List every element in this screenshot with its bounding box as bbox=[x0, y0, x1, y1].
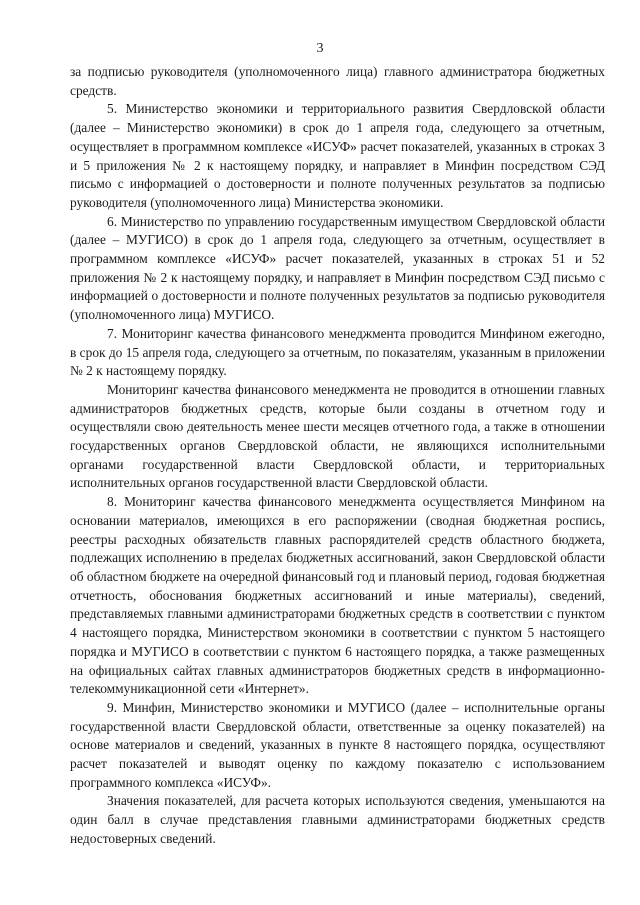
paragraph-item-9: 9. Минфин, Министерство экономики и МУГИСО (далее – исполнительные органы государственной власти Свердловской области, ответственные за оценку показателей) на основе материалов и сведений, указанных в пункте 8 настоящего порядка, осуществляют расчет показателей и выводят оценку по каждому показателю с использованием программного комплекса «ИСУФ». bbox=[70, 699, 605, 790]
paragraph-penalty: Значения показателей, для расчета которых используются сведения, уменьшаются на один балл в случае представления главными администраторами бюджетных средств недостоверных сведений. bbox=[70, 793, 605, 846]
paragraph-continuation: за подписью руководителя (уполномоченного лица) главного администратора бюджетных средств. bbox=[70, 64, 605, 98]
document-body bbox=[70, 63, 605, 849]
page-number: 3 bbox=[316, 41, 324, 56]
paragraph-item-7: 7. Мониторинг качества финансового менеджмента проводится Минфином ежегодно, в срок до 15 апреля года, следующего за отчетным, по показателям, указанным в приложении № 2 к настоящему порядку. bbox=[70, 325, 605, 379]
paragraph-exemptions: Мониторинг качества финансового менеджмента не проводится в отношении главных администраторов бюджетных средств, которые были созданы в отчетном году и осуществляли свою деятельность менее шести месяцев отчетного года, а также в отношении государственных органов Свердловской области, не являющихся исполнительными органами государственной власти Свердловской области, и территориальных исполнительных органов государственной власти Свердловской области. bbox=[70, 381, 605, 491]
paragraph-item-8: 8. Мониторинг качества финансового менеджмента осуществляется Минфином на основании материалов, имеющихся в его распоряжении (сводная бюджетная роспись, реестры расходных обязательств главных распорядителей средств областного бюджета, подлежащих исполнению в пределах бюджетных ассигнований, закон Свердловской области об областном бюджете на очередной финансовый год и плановый период, годовая бюджетная отчетность, обоснования бюджетных ассигнований и иные материалы), сведений, представляемых главными администраторами бюджетных средств в соответствии с пунктом 4 настоящего порядка, Министерством экономики в соответствии с пунктом 5 настоящего порядка и МУГИСО в соответствии с пунктом 6 настоящего порядка, а также размещенных на официальных сайтах главных администраторов бюджетных средств в информационно-телекоммуникационной сети «Интернет». bbox=[70, 494, 605, 697]
paragraph-item-5: 5. Министерство экономики и территориального развития Свердловской области (далее – Министерство экономики) в срок до 1 апреля года, следующего за отчетным, осуществляет в программном комплексе «ИСУФ» расчет показателей, указанных в строках 3 и 5 приложения № 2 к настоящему порядку, и направляет в Минфин посредством СЭД письмо с информацией о достоверности и полноте полученных результатов за подписью руководителя (уполномоченного лица) Министерства экономики. bbox=[70, 101, 605, 210]
paragraph-item-6: 6. Министерство по управлению государственным имуществом Свердловской области (далее – МУГИСО) в срок до 1 апреля года, следующего за отчетным, осуществляет в программном комплексе «ИСУФ» расчет показателей, указанных в строках 51 и 52 приложения № 2 к настоящему порядку, и направляет в Минфин посредством СЭД письмо с информацией о достоверности и полноте полученных результатов за подписью руководителя (уполномоченного лица) МУГИСО. bbox=[70, 213, 605, 323]
